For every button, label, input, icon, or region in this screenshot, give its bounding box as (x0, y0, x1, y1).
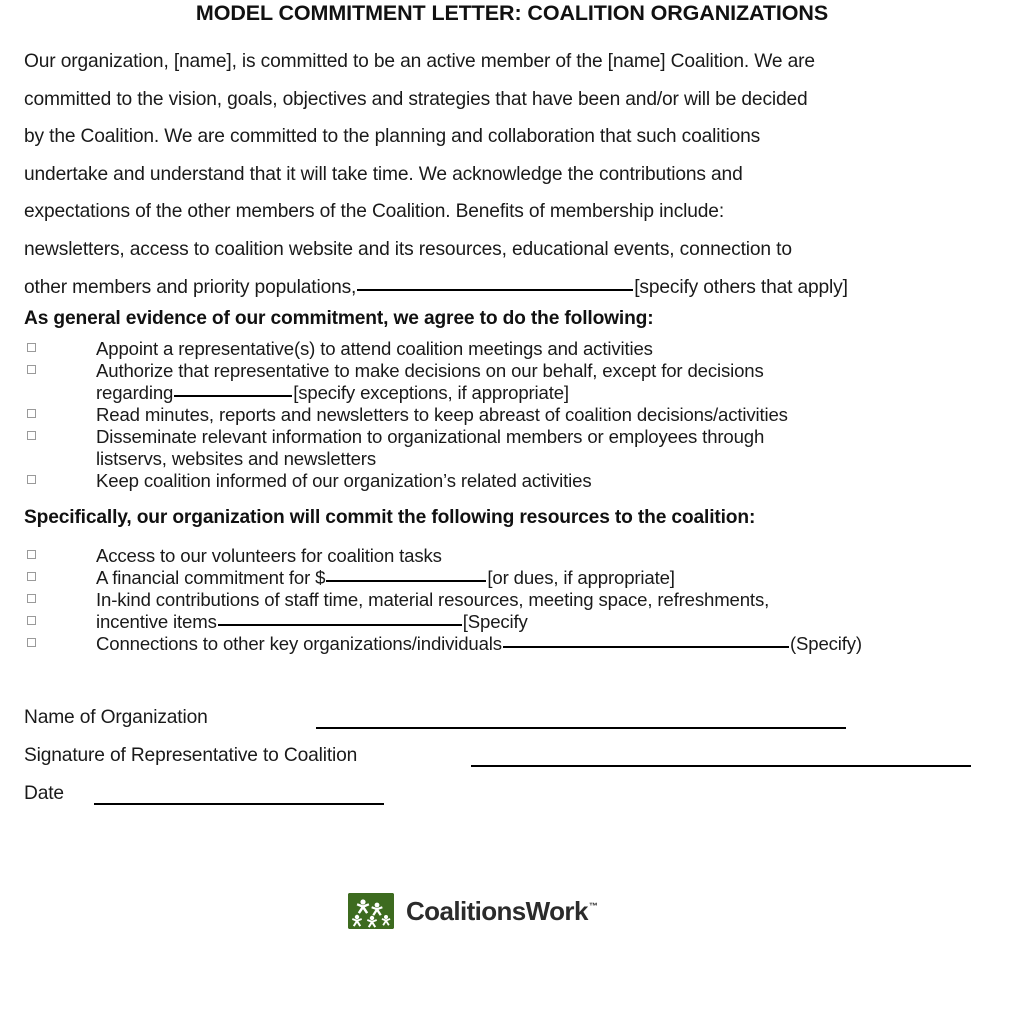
checklist-general (0, 338, 1010, 492)
list-item-label: Appoint a representative(s) to attend coalition meetings and activities (96, 338, 653, 359)
checkbox-icon[interactable] (27, 616, 36, 625)
regarding-text: regarding (96, 382, 174, 403)
list-item-label: Read minutes, reports and newsletters to keep abreast of coalition decisions/activities (96, 404, 788, 425)
list-item-label: In-kind contributions of staff time, material resources, meeting space, refreshments, (96, 589, 770, 610)
list-item-label: Keep coalition informed of our organization’s related activities (96, 470, 592, 491)
intro-paragraph (24, 43, 972, 306)
list-item-continuation (0, 382, 1010, 404)
checkbox-icon[interactable] (27, 343, 36, 352)
financial-text: A financial commitment for $ (96, 567, 326, 588)
list-item[interactable] (0, 426, 1010, 448)
signature-field[interactable] (471, 765, 971, 767)
representative-row (24, 744, 1004, 782)
financial-suffix: [or dues, if appropriate] (487, 567, 675, 588)
list-item[interactable] (0, 633, 1010, 655)
exceptions-blank[interactable] (174, 395, 292, 397)
organization-label: Name of Organization (24, 707, 208, 728)
list-item-label: Disseminate relevant information to organizational members or employees through (96, 426, 765, 447)
trademark-symbol: ™ (588, 900, 598, 911)
regarding-suffix: [specify exceptions, if appropriate] (293, 382, 569, 403)
list-item[interactable] (0, 611, 1010, 633)
organization-row (24, 706, 1004, 744)
incentive-items-blank[interactable] (218, 624, 462, 626)
representative-label: Signature of Representative to Coalition (24, 745, 358, 766)
list-item[interactable] (0, 404, 1010, 426)
logo-wordmark-text: CoalitionsWork (406, 895, 588, 926)
list-item[interactable] (0, 360, 1010, 382)
checkbox-icon[interactable] (27, 431, 36, 440)
financial-amount-blank[interactable] (326, 580, 486, 582)
list-item[interactable] (0, 545, 1010, 567)
list-item[interactable] (0, 567, 1010, 589)
intro-line-1: Our organization, [name], is committed to be an active member of the [name] Coalition. We are (24, 51, 815, 72)
organization-name-field[interactable] (316, 727, 846, 729)
checkbox-icon[interactable] (27, 638, 36, 647)
section-heading-general: As general evidence of our commitment, we agree to do the following: (24, 308, 654, 329)
intro-line-7 (24, 269, 972, 307)
incentive-items-text: incentive items (96, 611, 217, 632)
list-item-continuation (0, 448, 1010, 470)
intro-line-3: by the Coalition. We are committed to the planning and collaboration that such coalitions (24, 126, 761, 148)
checkbox-icon[interactable] (27, 409, 36, 418)
list-item-continuation-label (96, 382, 569, 404)
connections-text: Connections to other key organizations/individuals (96, 633, 502, 654)
checkbox-icon[interactable] (27, 572, 36, 581)
checkbox-icon[interactable] (27, 475, 36, 484)
date-row (24, 782, 1004, 820)
list-item-label: Access to our volunteers for coalition tasks (96, 545, 442, 566)
logo-wordmark (406, 896, 598, 927)
list-item[interactable] (0, 470, 1010, 492)
specify-others-blank[interactable] (357, 289, 633, 291)
list-item-label (96, 611, 528, 633)
footer-logo (348, 893, 598, 929)
list-item-label (96, 633, 862, 655)
incentive-items-suffix: [Specify (462, 611, 528, 632)
checkbox-icon[interactable] (27, 550, 36, 559)
intro-line-2: committed to the vision, goals, objectives and strategies that have been and/or will be decided (24, 88, 808, 110)
list-item[interactable] (0, 589, 1010, 611)
list-item[interactable] (0, 338, 1010, 360)
list-item-label (96, 567, 675, 589)
intro-line-7-text: other members and priority populations, (24, 276, 357, 298)
intro-line-6: newsletters, access to coalition website and its resources, educational events, connection to (24, 238, 792, 260)
connections-blank[interactable] (503, 646, 789, 648)
checklist-specific (0, 545, 1010, 655)
intro-line-4: undertake and understand that it will take time. We acknowledge the contributions and (24, 163, 743, 185)
intro-line-5: expectations of the other members of the Coalition. Benefits of membership include: (24, 201, 724, 223)
date-field[interactable] (94, 803, 384, 805)
date-label: Date (24, 783, 64, 804)
checkbox-icon[interactable] (27, 594, 36, 603)
list-item-continuation-label: listservs, websites and newsletters (96, 448, 376, 469)
page-title: MODEL COMMITMENT LETTER: COALITION ORGANIZATIONS (195, 1, 829, 25)
checkbox-icon[interactable] (27, 365, 36, 374)
connections-suffix: (Specify) (789, 633, 862, 654)
coalitionswork-logo-icon (348, 893, 394, 929)
signature-block (24, 706, 1004, 820)
intro-line-7-suffix: [specify others that apply] (634, 276, 848, 298)
section-heading-specific: Specifically, our organization will commit the following resources to the coalition: (24, 507, 756, 528)
list-item-label: Authorize that representative to make decisions on our behalf, except for decisions (96, 360, 764, 381)
